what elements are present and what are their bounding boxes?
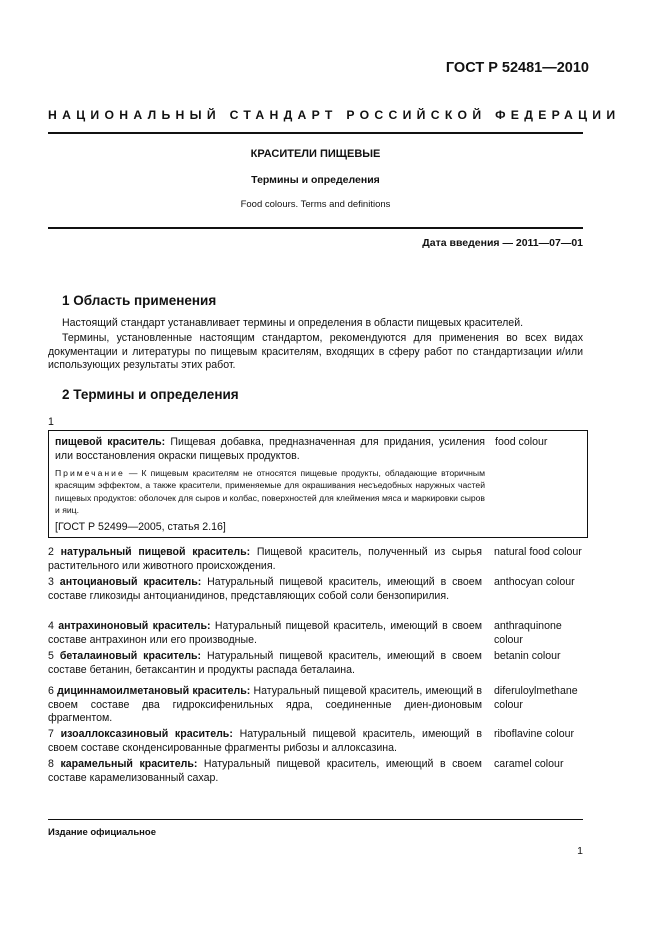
term-number: 7 <box>48 728 54 740</box>
term-definition-text: Натуральный пищевой краситель, имеющий в своем составе два гидроксифенильных ядра, соединенные диен-дионовым фрагментом. <box>48 685 482 725</box>
edition-label: Издание официальное <box>48 827 156 838</box>
english-title: Food colours. Terms and definitions <box>240 199 391 210</box>
term-number: 3 <box>48 576 54 588</box>
term-entry <box>48 728 588 755</box>
term-1-box <box>48 430 588 538</box>
section-1-paragraph-2-text: Термины, установленные настоящим стандартом, рекомендуются для применения во всех видах документации и литературы по пищевым красителям, входящих в сферу работ по стандартизации и/или использующих результаты этих работ. <box>48 332 583 372</box>
term-entry <box>48 685 588 726</box>
term-definition-text: Пищевой краситель, полученный из сырья растительного или животного происхождения. <box>48 546 482 572</box>
term-entry <box>48 758 588 785</box>
term-name: дициннамоилметановый краситель: <box>57 685 251 697</box>
term-name: карамельный краситель: <box>60 758 198 770</box>
term-definition-text: Натуральный пищевой краситель, имеющий в своем составе антрахинон или его производные. <box>48 620 482 646</box>
term-1-english: food colour <box>495 436 548 448</box>
term-1-reference: [ГОСТ Р 52499—2005, статья 2.16] <box>55 521 226 533</box>
term-definition-text: Натуральный пищевой краситель, имеющий в своем составе сконденсированные фрагменты рибозы и аллоксазина. <box>48 728 482 754</box>
introduction-date: Дата введения — 2011—07—01 <box>422 237 583 249</box>
term-definition <box>48 546 482 573</box>
term-definition <box>48 650 482 677</box>
term-name: антоциановый краситель: <box>59 576 202 588</box>
note-label: Примечание <box>55 468 125 478</box>
term-number: 6 <box>48 685 54 697</box>
term-entry <box>48 620 588 647</box>
term-english: betanin colour <box>494 650 561 662</box>
section-1-heading: 1 Область применения <box>62 293 217 308</box>
national-standard-heading: НАЦИОНАЛЬНЫЙ СТАНДАРТ РОССИЙСКОЙ ФЕДЕРАЦИИ <box>48 108 621 122</box>
term-english: anthocyan colour <box>494 576 575 588</box>
term-1-definition-text: Пищевая добавка, предназначенная для придания, усиления или восстановления окраски пищевых продуктов. <box>55 436 485 462</box>
page-number: 1 <box>577 845 583 857</box>
term-english: caramel colour <box>494 758 564 770</box>
term-entry <box>48 576 588 603</box>
note-text: — К пищевым красителям не относятся пищевые продукты, обладающие вторичным красящим эффектом, а также красители, применяемые для окрашивания несъедобных наружных частей пищевых продуктов: оболочек для сыров и колбас, поверхностей для клеймения мяса и маркировки сыров и яиц. <box>55 468 485 516</box>
document-number: ГОСТ Р 52481—2010 <box>445 60 589 76</box>
term-number: 1 <box>48 416 54 428</box>
document-subtitle: Термины и определения <box>251 174 380 186</box>
footer-rule <box>48 819 583 820</box>
term-definition-text: Натуральный пищевой краситель, имеющий в своем составе бетанин, бетаксантин и продукты распада беталаина. <box>48 650 482 676</box>
term-name: беталаиновый краситель: <box>59 650 202 662</box>
term-entry <box>48 650 588 677</box>
section-1-paragraph-2 <box>48 332 583 373</box>
term-number: 2 <box>48 546 54 558</box>
term-1-note <box>55 467 485 517</box>
term-number: 8 <box>48 758 54 770</box>
section-1-paragraph-1-text: Настоящий стандарт устанавливает термины и определения в области пищевых красителей. <box>62 317 524 329</box>
term-name: изоаллоксазиновый краситель: <box>60 728 233 740</box>
term-definition-text: Натуральный пищевой краситель, имеющий в своем составе карамелизованный сахар. <box>48 758 482 784</box>
term-definition <box>48 728 482 755</box>
term-english: anthraquinone colour <box>494 620 562 646</box>
term-number: 4 <box>48 620 54 632</box>
term-1-definition <box>55 436 485 463</box>
section-1-paragraph-1 <box>48 317 583 331</box>
term-definition <box>48 620 482 647</box>
term-name: натуральный пищевой краситель: <box>60 546 251 558</box>
title-bottom-rule <box>48 227 583 229</box>
top-rule <box>48 132 583 134</box>
term-name: антрахиноновый краситель: <box>58 620 211 632</box>
term-definition <box>48 576 482 603</box>
term-definition-text: Натуральный пищевой краситель, имеющий в своем составе гликозиды антоцианидинов, представляющих собой соли бензопирилия. <box>48 576 482 602</box>
document-title: КРАСИТЕЛИ ПИЩЕВЫЕ <box>250 148 381 160</box>
term-definition <box>48 685 482 726</box>
term-definition <box>48 758 482 785</box>
term-english: diferuloylmethane colour <box>494 685 578 711</box>
term-entry <box>48 546 588 573</box>
section-2-heading: 2 Термины и определения <box>62 387 239 402</box>
term-english: natural food colour <box>494 546 582 558</box>
term-1-name: пищевой краситель: <box>55 436 166 448</box>
term-english: riboflavine colour <box>494 728 575 740</box>
term-number: 5 <box>48 650 54 662</box>
